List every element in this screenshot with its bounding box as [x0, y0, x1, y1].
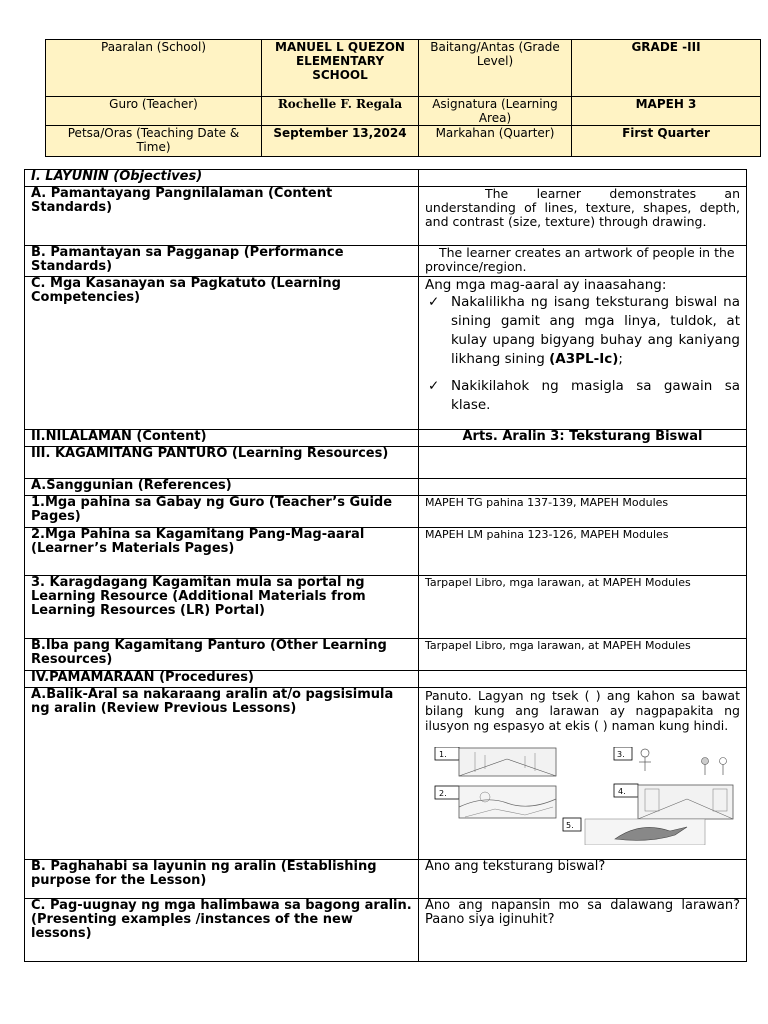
review-picture-1-number: 1. [439, 750, 447, 759]
review-picture-4-number: 4. [618, 787, 626, 796]
teacher-label: Guro (Teacher) [46, 97, 262, 126]
quarter-value: First Quarter [572, 126, 761, 157]
learning-resources-empty-cell [419, 447, 747, 479]
subject-label: Asignatura (Learning Area) [419, 97, 572, 126]
review-picture-3 [614, 747, 727, 775]
teachers-guide-value: MAPEH TG pahina 137-139, MAPEH Modules [419, 496, 747, 528]
review-instructions: Panuto. Lagyan ng tsek ( ) ang kahon sa bawat bilang kung ang larawan ay nagpapakita ng ilusyon ng espasyo at ekis ( ) naman kung hindi. [425, 688, 740, 733]
check-icon: ✓ [428, 294, 440, 310]
competency-2-text: Nakikilahok ng masigla sa gawain sa klase. [451, 378, 740, 413]
other-resources-label: B.Iba pang Kagamitang Panturo (Other Learning Resources) [25, 639, 419, 671]
competencies-label: C. Mga Kasanayan sa Pagkatuto (Learning Competencies) [25, 277, 419, 430]
review-label: A.Balik-Aral sa nakaraang aralin at/o pagsisimula ng aralin (Review Previous Lessons) [25, 688, 419, 860]
learners-materials-label: 2.Mga Pahina sa Kagamitang Pang-Mag-aaral (Learner’s Materials Pages) [25, 528, 419, 576]
date-label: Petsa/Oras (Teaching Date & Time) [46, 126, 262, 157]
examples-value: Ano ang napansin mo sa dalawang larawan? Paano siya iginuhit? [419, 899, 747, 962]
competencies-intro: Ang mga mag-aaral ay inaasahang: [425, 277, 667, 293]
competency-1-code: (A3PL-Ic) [549, 351, 619, 367]
learning-resources-label: III. KAGAMITANG PANTURO (Learning Resources) [25, 447, 419, 479]
learners-materials-value: MAPEH LM pahina 123-126, MAPEH Modules [419, 528, 747, 576]
review-picture-4 [614, 784, 733, 819]
teachers-guide-label: 1.Mga pahina sa Gabay ng Guro (Teacher’s Guide Pages) [25, 496, 419, 528]
content-value: Arts. Aralin 3: Teksturang Biswal [419, 430, 747, 447]
references-empty-cell [419, 479, 747, 496]
lesson-plan-table [24, 169, 747, 962]
review-picture-5-number: 5. [566, 821, 574, 830]
subject-value: MAPEH 3 [572, 97, 761, 126]
purpose-label: B. Paghahabi sa layunin ng aralin (Establishing purpose for the Lesson) [25, 860, 419, 899]
grade-value: GRADE -III [572, 40, 761, 97]
lr-portal-label: 3. Karagdagang Kagamitan mula sa portal ng Learning Resource (Additional Materials from Learning Resources (LR) Portal) [25, 576, 419, 639]
check-icon: ✓ [428, 378, 440, 394]
references-label: A.Sanggunian (References) [25, 479, 419, 496]
procedures-label: IV.PAMAMARAAN (Procedures) [25, 671, 419, 688]
date-value: September 13,2024 [262, 126, 419, 157]
objectives-heading: I. LAYUNIN (Objectives) [25, 170, 419, 187]
procedures-empty-cell [419, 671, 747, 688]
teacher-value: Rochelle F. Regala [262, 97, 419, 126]
quarter-label: Markahan (Quarter) [419, 126, 572, 157]
content-label: II.NILALAMAN (Content) [25, 430, 419, 447]
school-value: MANUEL L QUEZON ELEMENTARY SCHOOL [262, 40, 419, 97]
purpose-value: Ano ang teksturang biswal? [419, 860, 747, 899]
lr-portal-value: Tarpapel Libro, mga larawan, at MAPEH Modules [419, 576, 747, 639]
performance-standards-value: The learner creates an artwork of people in the province/region. [419, 246, 747, 277]
review-picture-2 [435, 786, 556, 818]
review-picture-3-number: 3. [617, 750, 625, 759]
other-resources-value: Tarpapel Libro, mga larawan, at MAPEH Modules [419, 639, 747, 671]
objectives-empty-cell [419, 170, 747, 187]
grade-label: Baitang/Antas (Grade Level) [419, 40, 572, 97]
content-standards-label: A. Pamantayang Pangnilalaman (Content Standards) [25, 187, 419, 246]
performance-standards-label: B. Pamantayan sa Pagganap (Performance Standards) [25, 246, 419, 277]
competencies-cell [419, 277, 747, 430]
competency-item [425, 377, 740, 415]
review-picture-5 [563, 818, 705, 845]
competencies-list [425, 293, 740, 415]
competency-item: ✓ Nakalilikha ng isang teksturang biswal na sining gamit ang mga linya, tuldok, at kulay upang bigyang buhay ang kaniyang likhang sining (A3PL-Ic); [428, 294, 740, 367]
review-cell [419, 688, 747, 860]
review-pictures [425, 747, 737, 845]
competency-1-text: Nakalilikha ng isang teksturang biswal na sining gamit ang mga linya, tuldok, at kulay upang bigyang buhay ang kaniyang likhang sining [451, 294, 740, 367]
examples-label: C. Pag-uugnay ng mga halimbawa sa bagong aralin. (Presenting examples /instances of the new lessons) [25, 899, 419, 962]
review-picture-2-number: 2. [439, 789, 447, 798]
school-label: Paaralan (School) [46, 40, 262, 97]
review-picture-1 [435, 747, 556, 776]
content-standards-value: The learner demonstrates an understanding of lines, texture, shapes, depth, and contrast (size, texture) through drawing. [419, 187, 747, 246]
header-table [45, 39, 761, 157]
